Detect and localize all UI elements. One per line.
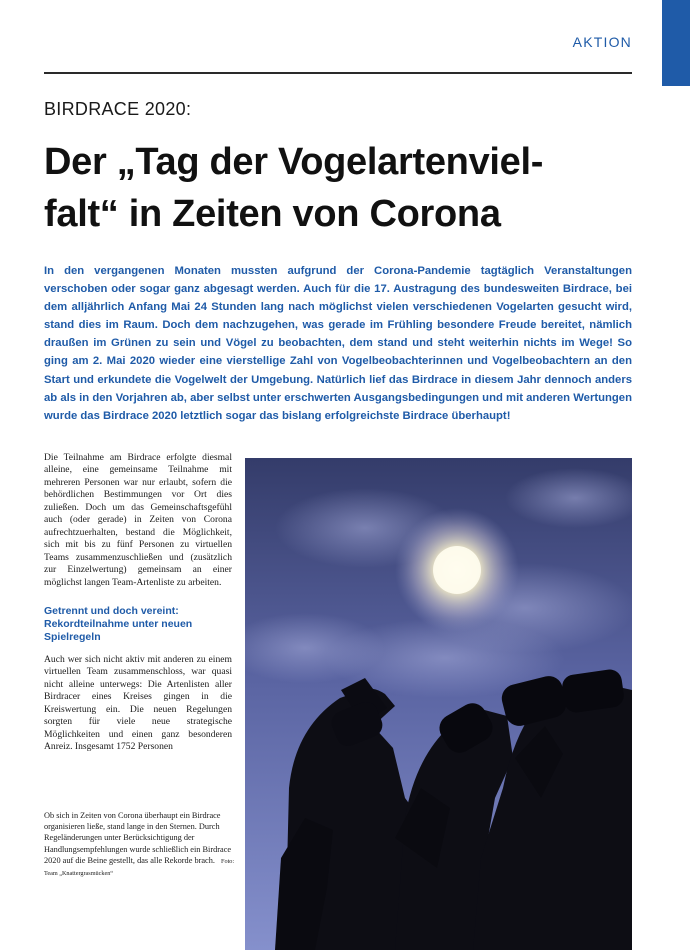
photo-caption-text: Ob sich in Zeiten von Corona überhaupt ein Birdrace organisieren ließe, stand lange in den Sternen. Durch Regeländerungen unter Berücksichtigung der Handlungsempfehlungen wurde schließlich ein Birdrace 2020 auf die Beine gestellt, das alle Rekorde brach.: [44, 811, 232, 865]
article-body-column: [44, 452, 232, 754]
article-kicker: BIRDRACE 2020:: [44, 99, 192, 119]
article-title-line-2: falt“ in Zeiten von Corona: [44, 193, 501, 235]
body-paragraph-2: Auch wer sich nicht aktiv mit anderen zu einem virtuellen Team zusammenschloss, war quasi nicht alleine unterwegs: Die Artenlisten aller Birdracer eines Kreises gingen in die Kreiswertung ein. Die neuen Regelungen sorgten für viele neue strategische Möglichkeiten und einen ganz besonderen Anreiz. Insgesamt 1752 Personen: [44, 653, 232, 753]
article-title: [44, 136, 644, 240]
section-color-bar: [662, 0, 690, 86]
article-subheading: Getrennt und doch vereint: Rekordteilnahme unter neuen Spielregeln: [44, 604, 193, 643]
photo-credit: Foto: Team „Knattergrasmücken“: [44, 857, 235, 878]
article-lead: In den vergangenen Monaten mussten aufgrund der Corona-Pandemie tagtäglich Veranstaltungen verschoben oder sogar ganz abgesagt werden. Auch für die 17. Austragung des bundesweiten Birdrace, bei dem alljährlich Anfang Mai 24 Stunden lang nach möglichst vielen verschiedenen Vogelarten gesucht wird, stand dies im Raum. Doch dem nachzugehen, was gerade im Frühling besondere Freude bereitet, nämlich draußen im Grünen zu sein und Vögel zu beobachten, dem stand und steht weiterhin nichts im Wege! So ging am 2. Mai 2020 wieder eine vierstellige Zahl von Vogelbeobachterinnen und Vogelbeobachtern an den Start und erkundete die Vogelwelt der Umgebung. Natürlich lief das Birdrace in diesem Jahr dennoch anders ab als in den Vorjahren ab, aber selbst unter erschwerten Ausgangsbedingungen und mit anderen Wertungen wurde das Birdrace 2020 letztlich sogar das bislang erfolgreichste Birdrace überhaupt!: [44, 265, 632, 422]
section-label: AKTION: [572, 34, 632, 50]
photo-caption: [44, 810, 236, 879]
article-title-line-1: Der „Tag der Vogelartenviel-: [44, 141, 544, 183]
birdwatchers-silhouette-photo: [245, 458, 632, 950]
header-rule: [44, 72, 632, 74]
article-photo: [245, 458, 632, 950]
body-paragraph-1: Die Teilnahme am Birdrace erfolgte diesmal alleine, eine gemeinsame Teilnahme mit mehreren Personen war nur erlaubt, sofern die behördlichen Bestimmungen vor Ort dies zuließen. Doch um das Gemeinschaftsgefühl auch (oder gerade) in Zeiten von Corona aufrechtzuerhalten, bestand die Möglichkeit, sich mit bis zu fünf Personen zu virtuellen Teams zusammenzuschließen und (zusätzlich zur Einzelwertung) gemeinsam an einer möglichst langen Team-Artenliste zu arbeiten.: [44, 452, 232, 588]
